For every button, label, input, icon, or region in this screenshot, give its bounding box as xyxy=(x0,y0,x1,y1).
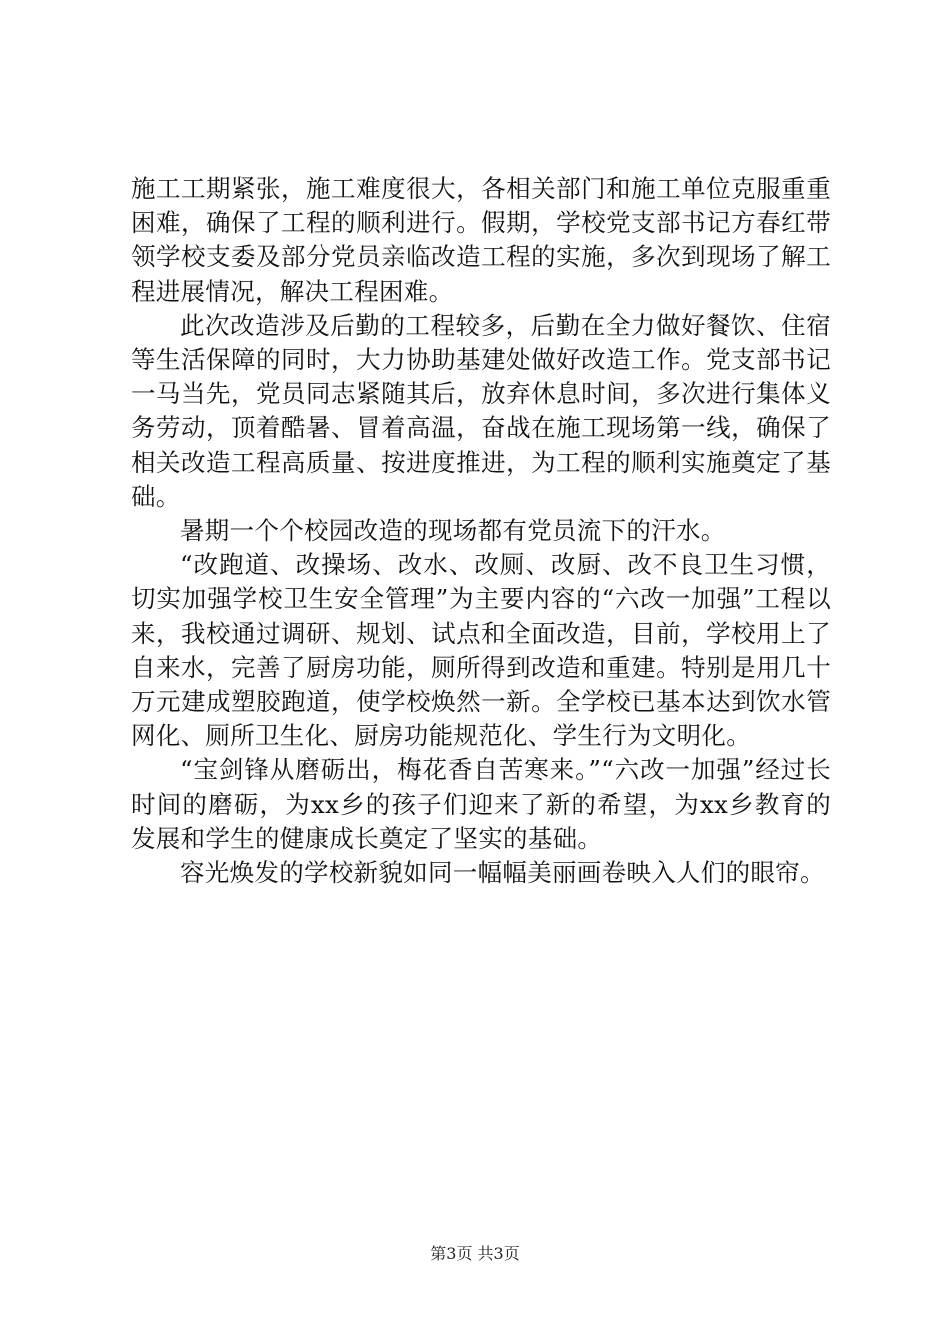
paragraph-5: “宝剑锋从磨砺出，梅花香自苦寒来。”“六改一加强”经过长时间的磨砺，为xx乡的孩子们迎来了新的希望，为xx乡教育的发展和学生的健康成长奠定了坚实的基础。 xyxy=(131,755,831,853)
paragraph-3: 暑期一个个校园改造的现场都有党员流下的汗水。 xyxy=(180,516,726,546)
paragraph-1: 施工工期紧张，施工难度很大，各相关部门和施工单位克服重重困难，确保了工程的顺利进行。假期，学校党支部书记方春红带领学校支委及部分党员亲临改造工程的实施，多次到现场了解工程进展情况，解决工程困难。 xyxy=(131,174,831,306)
page-footer: 第3页 共3页 xyxy=(430,1244,520,1263)
paragraph-4: “改跑道、改操场、改水、改厕、改厨、改不良卫生习惯，切实加强学校卫生安全管理”为主要内容的“六改一加强”工程以来，我校通过调研、规划、试点和全面改造，目前，学校用上了自来水，完善了厨房功能，厕所得到改造和重建。特别是用几十万元建成塑胶跑道，使学校焕然一新。全学校已基本达到饮水管网化、厕所卫生化、厨房功能规范化、学生行为文明化。 xyxy=(131,550,831,751)
paragraph-2: 此次改造涉及后勤的工程较多，后勤在全力做好餐饮、住宿等生活保障的同时，大力协助基建处做好改造工作。党支部书记一马当先，党员同志紧随其后，放弃休息时间，多次进行集体义务劳动，顶着酷暑、冒着高温，奋战在施工现场第一线，确保了相关改造工程高质量、按进度推进，为工程的顺利实施奠定了基础。 xyxy=(131,310,831,511)
paragraph-6: 容光焕发的学校新貌如同一幅幅美丽画卷映入人们的眼帘。 xyxy=(180,858,825,888)
document-body xyxy=(131,172,831,890)
